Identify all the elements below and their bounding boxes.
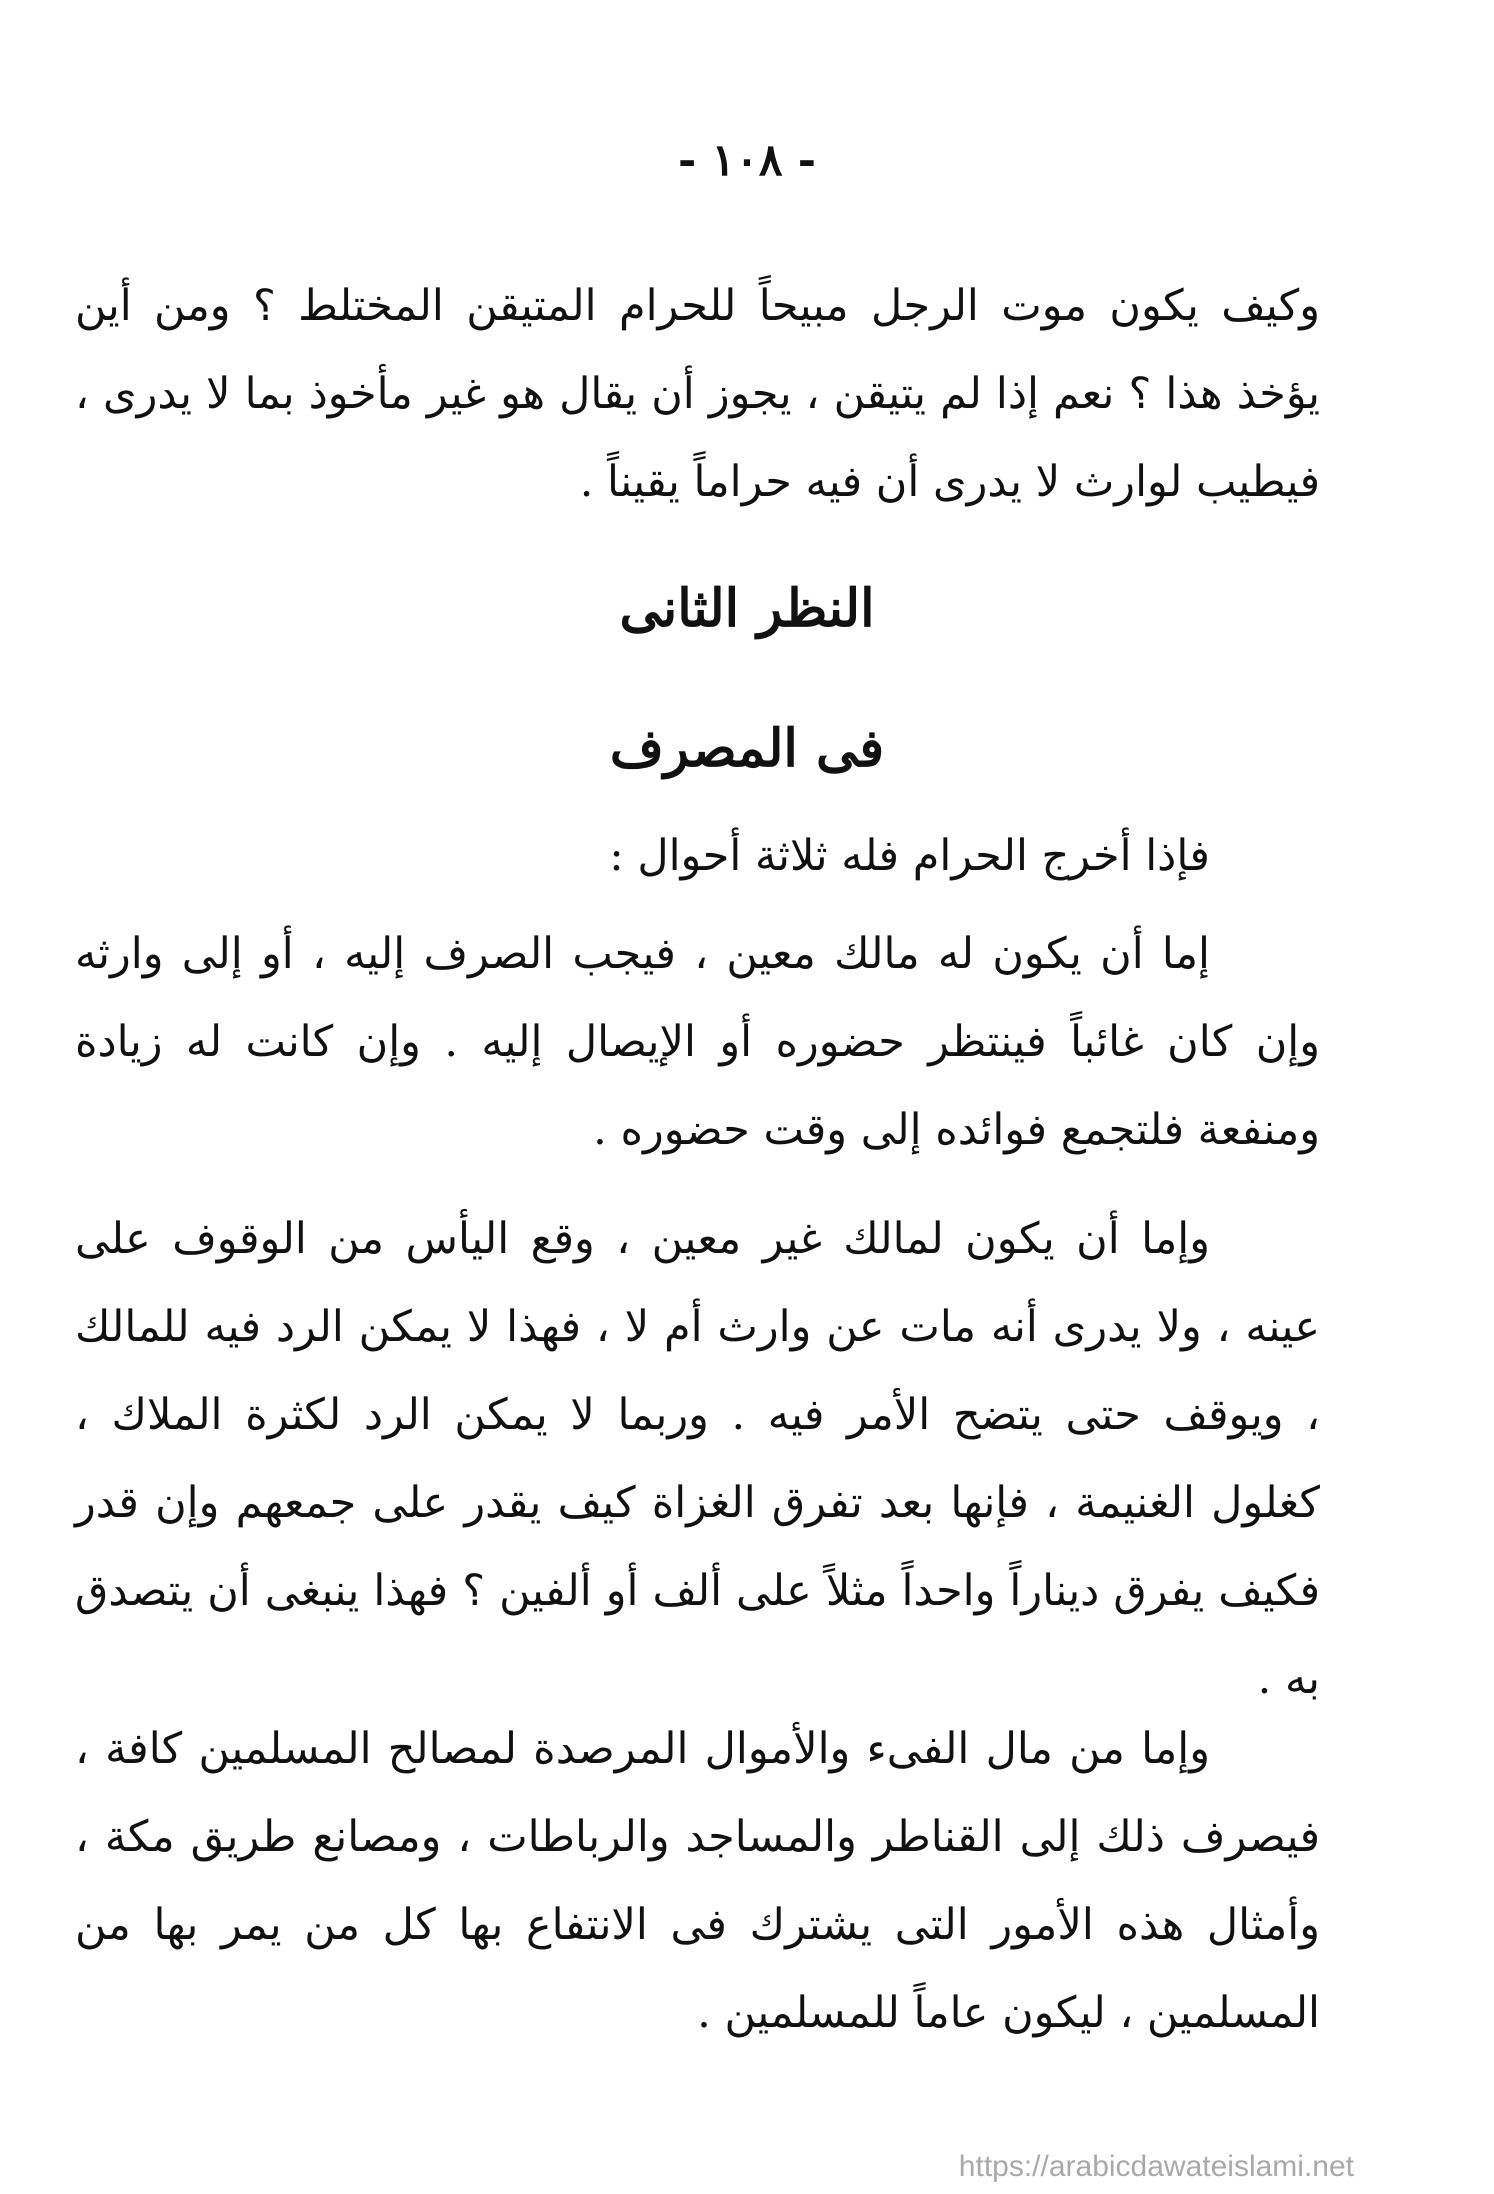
- section-heading: النظر الثانى: [619, 578, 875, 639]
- paragraph-2: إما أن يكون له مالك معين ، فيجب الصرف إليه ، أو إلى وارثه وإن كان غائباً فينتظر حضوره أو الإيصال إليه . وإن كانت له زيادة ومنفعة فلتجمع فوائده إلى وقت حضوره .: [75, 929, 1320, 1155]
- paragraph-3: وإما أن يكون لمالك غير معين ، وقع اليأس من الوقوف على عينه ، ولا يدرى أنه مات عن وارث أم لا ، فهذا لا يمكن الرد فيه للمالك ، ويوقف حتى يتضح الأمر فيه . وربما لا يمكن الرد لكثرة الملاك ، كغلول الغنيمة ، فإنها بعد تفرق الغزاة كيف يقدر على جمعهم وإن قدر فكيف يفرق ديناراً واحداً مثلاً على ألف أو ألفين ؟ فهذا ينبغى أن يتصدق به .: [75, 1214, 1320, 1704]
- paragraph-4: وإما من مال الفىء والأموال المرصدة لمصالح المسلمين كافة ، فيصرف ذلك إلى القناطر والمساجد والرباطات ، ومصانع طريق مكة ، وأمثال هذه الأمور التى يشترك فى الانتفاع بها كل من يمر بها من المسلمين ، ليكون عاماً للمسلمين .: [75, 1724, 1320, 2038]
- intro-line: فإذا أخرج الحرام فله ثلاثة أحوال :: [609, 831, 1210, 881]
- page-number: - ١٠٨ -: [677, 135, 817, 186]
- watermark-url: https://arabicdawateislami.net: [958, 2150, 1354, 2183]
- paragraph-1: وكيف يكون موت الرجل مبيحاً للحرام المتيقن المختلط ؟ ومن أين يؤخذ هذا ؟ نعم إذا لم يتيقن ، يجوز أن يقال هو غير مأخوذ بما لا يدرى ، فيطيب لوارث لا يدرى أن فيه حراماً يقيناً .: [75, 281, 1320, 507]
- section-subheading: فى المصرف: [609, 718, 885, 779]
